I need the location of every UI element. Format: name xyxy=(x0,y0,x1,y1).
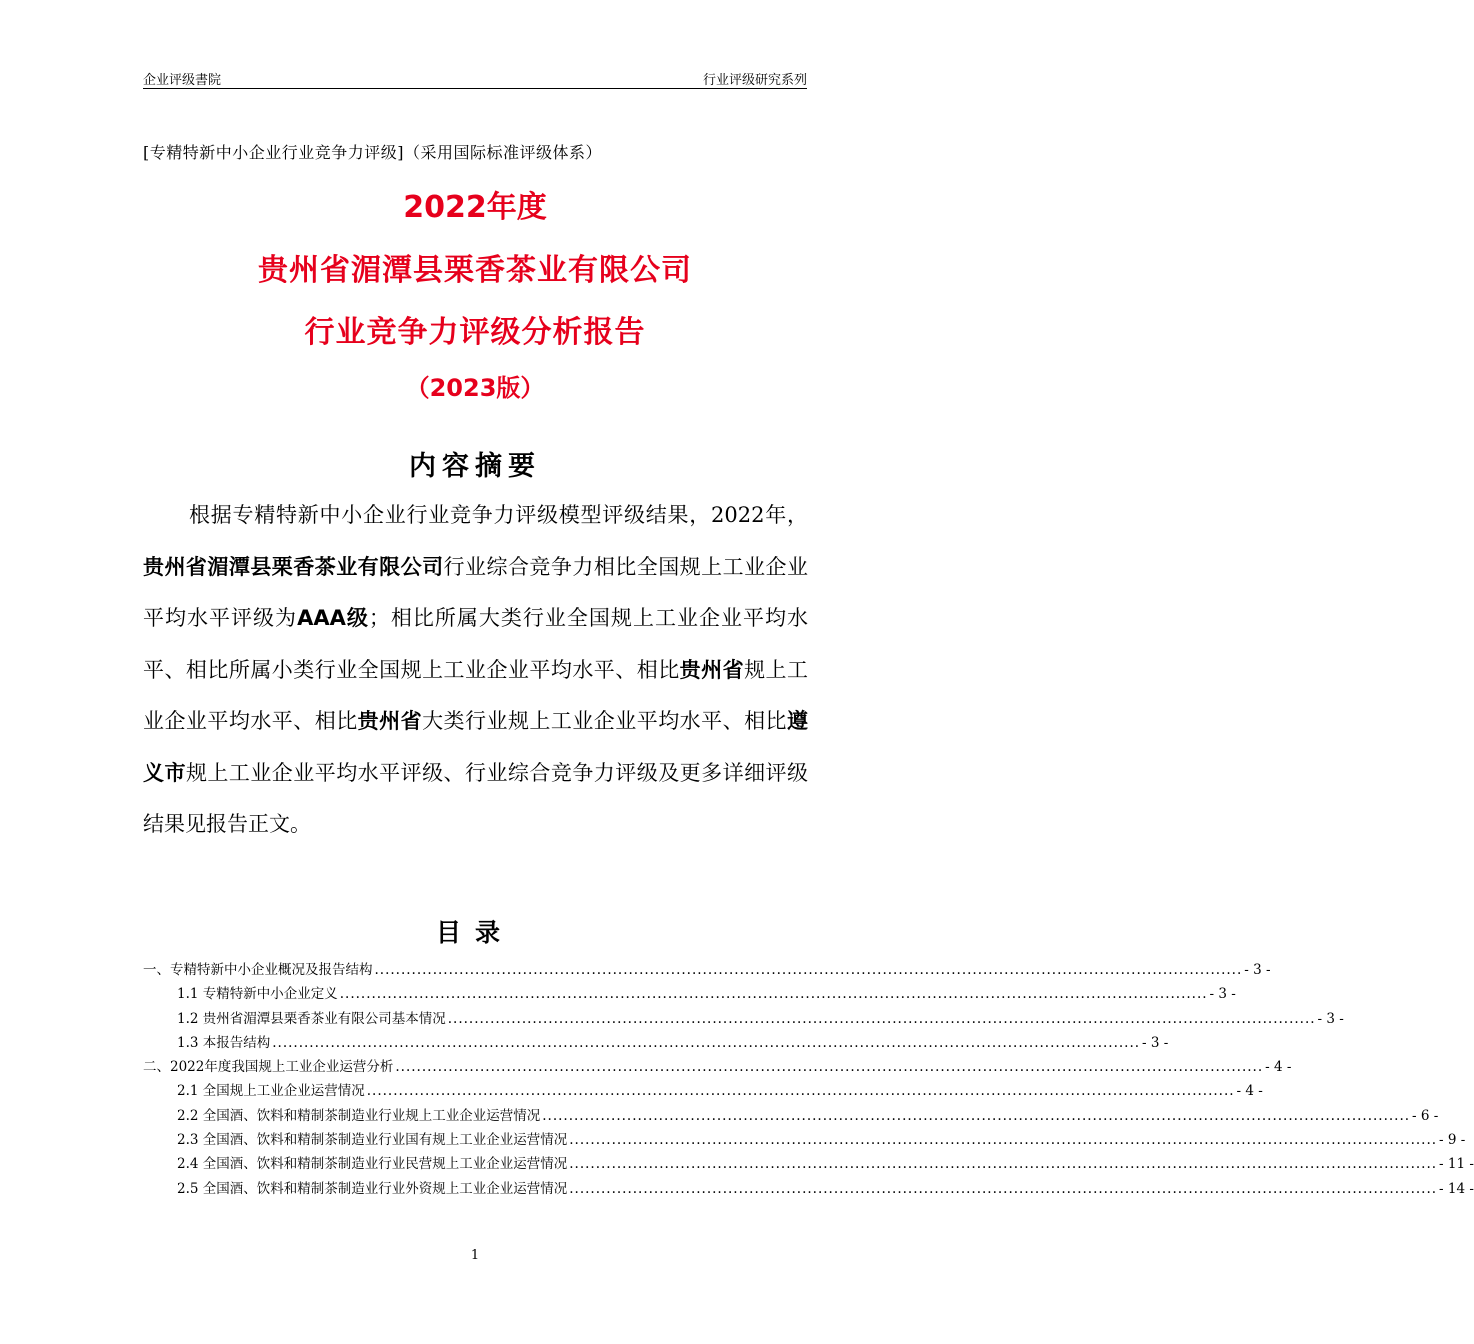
abstract-company: 贵州省湄潭县栗香茶业有限公司 xyxy=(143,554,444,579)
toc-entry-page: - 9 - xyxy=(1439,1132,1466,1149)
title-company: 贵州省湄潭县栗香茶业有限公司 xyxy=(258,253,692,288)
abstract-text-5: 大类行业规上工业企业平均水平、相比 xyxy=(422,709,788,733)
abstract-text-4: 规上工业企业平均水平、相比 xyxy=(143,657,809,733)
toc-entry[interactable] xyxy=(143,1128,1466,1152)
toc-entry[interactable] xyxy=(143,1152,1474,1176)
toc-leader-dots: .................................................................................................................................................................... xyxy=(542,1107,1411,1124)
table-of-contents xyxy=(143,958,1474,1201)
toc-entry-label: 1.1 专精特新中小企业定义 xyxy=(177,986,338,1003)
toc-leader-dots: .................................................................................................................................................................... xyxy=(339,986,1208,1003)
abstract-text-6: 规上工业企业平均水平评级、行业综合竞争力评级及更多详细评级结果见报告正文。 xyxy=(143,760,809,836)
abstract-body xyxy=(143,490,808,851)
abstract-text-3: ；相比所属大类行业全国规上工业企业平均水平、相比所属小类行业全国规上工业企业平均水平、相比 xyxy=(143,606,809,682)
toc-entry[interactable] xyxy=(143,1104,1439,1128)
page-header xyxy=(143,66,807,89)
toc-entry-label: 1.3 本报告结构 xyxy=(177,1034,271,1051)
abstract-heading: 内容摘要 xyxy=(409,451,541,482)
toc-entry-label: 2.2 全国酒、饮料和精制茶制造业行业规上工业企业运营情况 xyxy=(177,1107,541,1124)
toc-entry[interactable] xyxy=(143,1055,1292,1079)
toc-entry-label: 2.4 全国酒、饮料和精制茶制造业行业民营规上工业企业运营情况 xyxy=(177,1156,568,1173)
toc-entry[interactable] xyxy=(143,958,1271,982)
toc-entry[interactable] xyxy=(143,1079,1263,1103)
abstract-text-2: 行业综合竞争力相比全国规上工业企业平均水平评级为 xyxy=(143,554,809,630)
toc-leader-dots: .................................................................................................................................................................... xyxy=(569,1180,1438,1197)
abstract-rating: AAA级 xyxy=(297,606,369,630)
header-right-text: 行业评级研究系列 xyxy=(702,73,807,88)
abstract-province-2: 贵州省 xyxy=(357,709,423,733)
header-left-text: 企业评级書院 xyxy=(143,73,222,88)
report-tagline: [专精特新中小企业行业竞争力评级]（采用国际标准评级体系） xyxy=(143,143,602,162)
toc-leader-dots: .................................................................................................................................................................... xyxy=(374,962,1243,978)
toc-entry-label: 二、2022年度我国规上工业企业运营分析 xyxy=(143,1059,394,1076)
toc-entry-page: - 11 - xyxy=(1439,1156,1474,1173)
toc-entry-label: 1.2 贵州省湄潭县栗香茶业有限公司基本情况 xyxy=(177,1010,446,1027)
toc-heading: 目录 xyxy=(435,918,514,947)
toc-leader-dots: .................................................................................................................................................................... xyxy=(569,1156,1438,1173)
toc-entry-page: - 4 - xyxy=(1236,1083,1263,1100)
toc-leader-dots: .................................................................................................................................................................... xyxy=(395,1059,1264,1076)
page-number: 1 xyxy=(470,1248,480,1263)
title-edition: （2023版） xyxy=(405,374,545,402)
toc-leader-dots: .................................................................................................................................................................... xyxy=(366,1083,1235,1100)
toc-entry[interactable] xyxy=(143,1007,1344,1031)
toc-entry[interactable] xyxy=(143,1177,1474,1201)
title-year: 2022年度 xyxy=(403,190,547,225)
toc-entry-page: - 3 - xyxy=(1244,962,1271,978)
abstract-city: 遵义市 xyxy=(143,709,809,785)
toc-leader-dots: .................................................................................................................................................................... xyxy=(447,1010,1316,1027)
title-report: 行业竞争力评级分析报告 xyxy=(304,315,646,350)
abstract-text-1: 根据专精特新中小企业行业竞争力评级模型评级结果，2022年， xyxy=(189,503,808,527)
toc-entry-page: - 6 - xyxy=(1412,1107,1439,1124)
toc-leader-dots: .................................................................................................................................................................... xyxy=(569,1132,1438,1149)
toc-entry-label: 2.5 全国酒、饮料和精制茶制造业行业外资规上工业企业运营情况 xyxy=(177,1180,568,1197)
toc-entry-page: - 3 - xyxy=(1317,1010,1344,1027)
toc-entry-label: 2.1 全国规上工业企业运营情况 xyxy=(177,1083,365,1100)
abstract-province-1: 贵州省 xyxy=(679,657,745,682)
toc-entry[interactable] xyxy=(143,1031,1169,1055)
toc-leader-dots: .................................................................................................................................................................... xyxy=(272,1034,1141,1051)
toc-entry[interactable] xyxy=(143,982,1236,1006)
toc-entry-page: - 4 - xyxy=(1265,1059,1292,1076)
toc-entry-page: - 3 - xyxy=(1142,1034,1169,1051)
toc-entry-page: - 14 - xyxy=(1439,1180,1474,1197)
toc-entry-label: 一、专精特新中小企业概况及报告结构 xyxy=(143,962,373,978)
toc-entry-label: 2.3 全国酒、饮料和精制茶制造业行业国有规上工业企业运营情况 xyxy=(177,1132,568,1149)
toc-entry-page: - 3 - xyxy=(1209,986,1236,1003)
